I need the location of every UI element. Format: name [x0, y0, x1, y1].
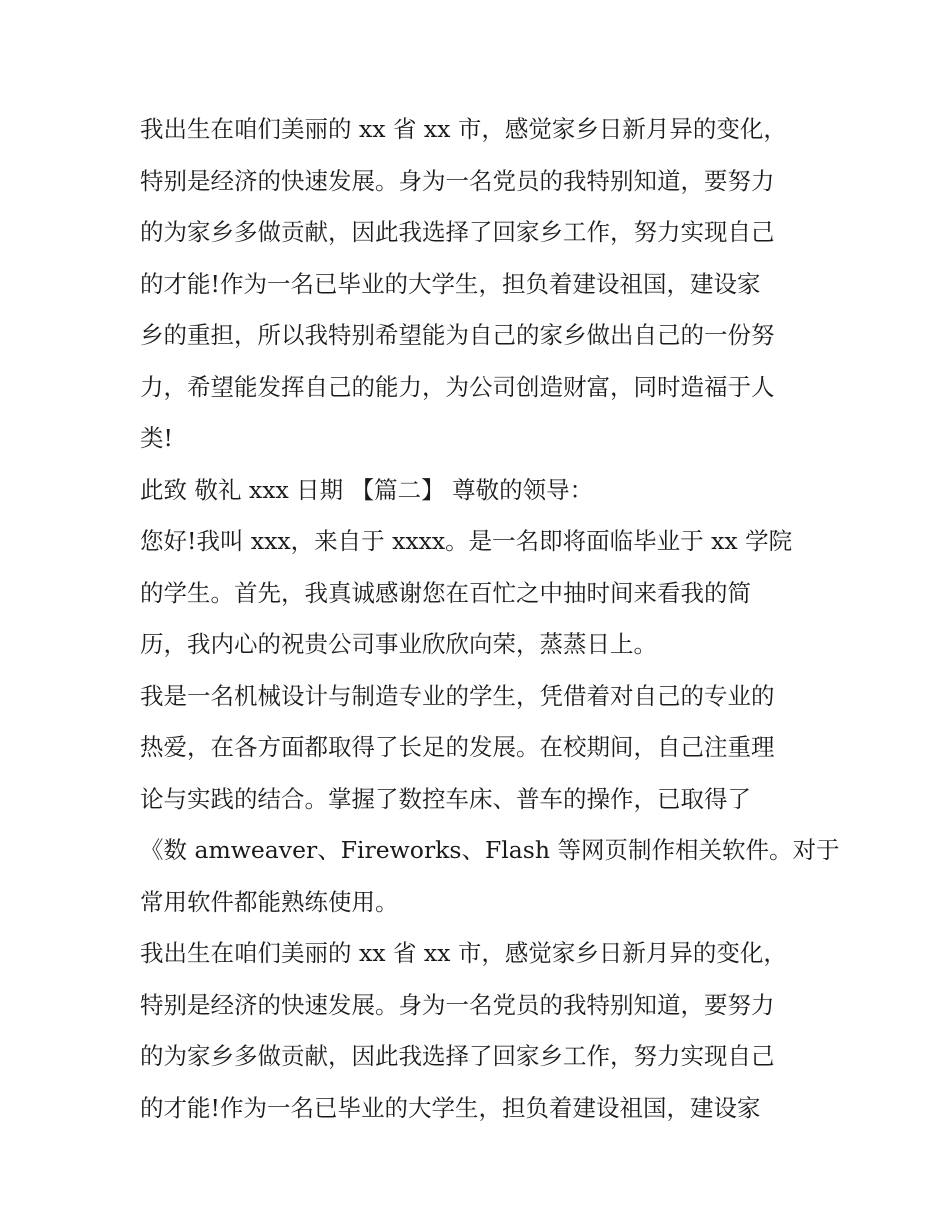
- text-line: 力，希望能发挥自己的能力，为公司创造财富，同时造福于人: [140, 372, 775, 401]
- text-line: 特别是经济的快速发展。身为一名党员的我特别知道，要努力: [140, 990, 775, 1019]
- text-line: 此致 敬礼 xxx 日期 【篇二】 尊敬的领导：: [140, 475, 594, 504]
- text-line: 我出生在咱们美丽的 xx 省 xx 市，感觉家乡日新月异的变化，: [140, 115, 787, 143]
- text-line: 的才能!作为一名已毕业的大学生，担负着建设祖国，建设家: [140, 269, 761, 298]
- text-line: 的为家乡多做贡献，因此我选择了回家乡工作，努力实现自己: [140, 1042, 775, 1070]
- text-line: 的为家乡多做贡献，因此我选择了回家乡工作，努力实现自己: [140, 218, 775, 246]
- text-line: 论与实践的结合。掌握了数控车床、普车的操作，已取得了: [140, 784, 751, 813]
- text-line: 《数 amweaver、Fireworks、Flash 等网页制作相关软件。对于: [140, 836, 840, 864]
- text-line: 常用软件都能熟练使用。: [140, 887, 399, 916]
- text-line: 历，我内心的祝贵公司事业欣欣向荣，蒸蒸日上。: [140, 630, 657, 658]
- text-line: 类!: [140, 424, 173, 452]
- text-line: 我是一名机械设计与制造专业的学生，凭借着对自己的专业的: [140, 681, 775, 710]
- text-line: 特别是经济的快速发展。身为一名党员的我特别知道，要努力: [140, 166, 775, 195]
- text-line: 的才能!作为一名已毕业的大学生，担负着建设祖国，建设家: [140, 1093, 761, 1122]
- text-line: 的学生。首先，我真诚感谢您在百忙之中抽时间来看我的简: [140, 578, 751, 607]
- text-line: 热爱，在各方面都取得了长足的发展。在校期间，自己注重理: [140, 733, 775, 761]
- document-body: [140, 104, 840, 1134]
- text-line: 乡的重担，所以我特别希望能为自己的家乡做出自己的一份努: [140, 321, 775, 349]
- text-line: 我出生在咱们美丽的 xx 省 xx 市，感觉家乡日新月异的变化，: [140, 939, 787, 967]
- text-line: 您好!我叫 xxx，来自于 xxxx。是一名即将面临毕业于 xx 学院: [140, 527, 793, 555]
